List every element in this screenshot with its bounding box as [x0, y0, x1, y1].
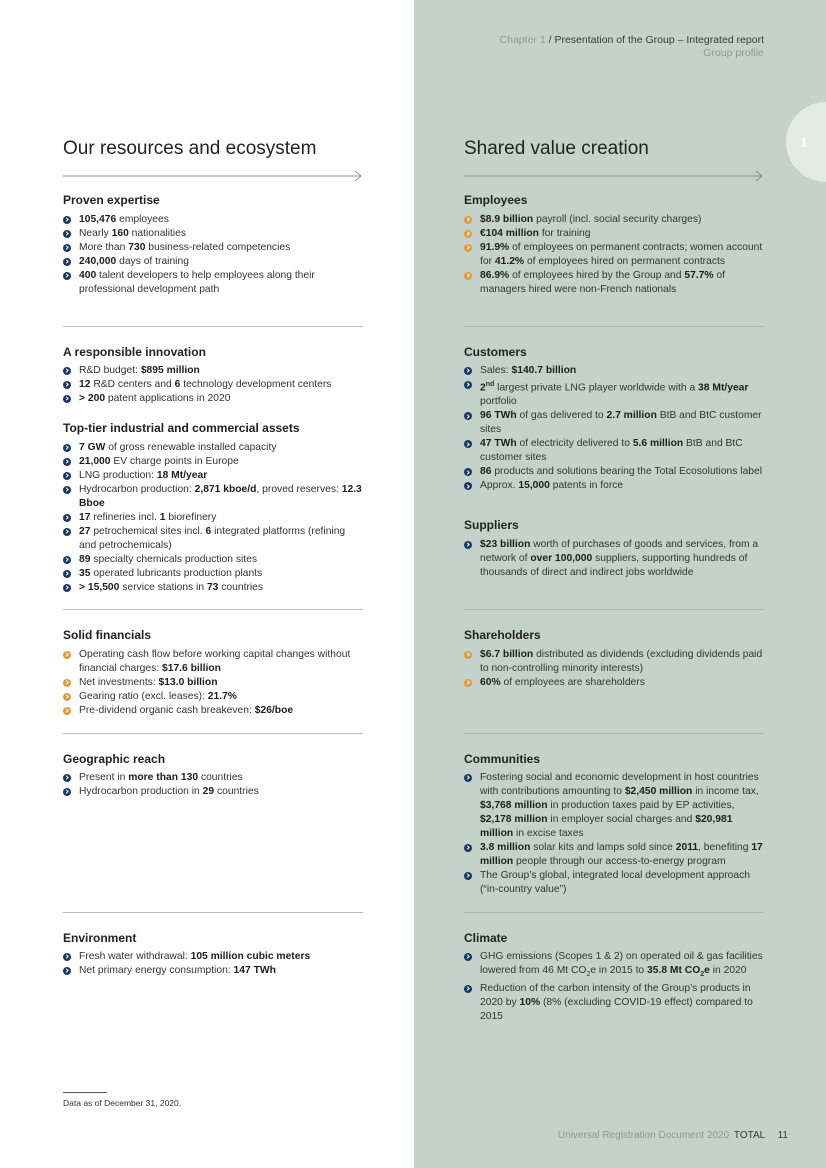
bullet-chevron-icon: [464, 985, 472, 993]
bullet-chevron-icon: [63, 967, 71, 975]
list-item: > 15,500 service stations in 73 countries: [63, 581, 363, 595]
bullet-chevron-icon: [464, 468, 472, 476]
bullet-chevron-icon: [464, 216, 472, 224]
bullet-chevron-icon: [63, 707, 71, 715]
list-item: $23 billion worth of purchases of goods and services, from a network of over 100,000 suppliers, supporting hundreds of thousands of direct and indirect jobs worldwide: [464, 538, 764, 580]
list-item: Approx. 15,000 patents in force: [464, 479, 764, 493]
bullet-chevron-icon: [464, 679, 472, 687]
list-item: Nearly 160 nationalities: [63, 227, 363, 241]
bullet-chevron-icon: [63, 679, 71, 687]
geographic-title: Geographic reach: [63, 752, 166, 766]
bullet-chevron-icon: [63, 367, 71, 375]
header-section: Presentation of the Group – Integrated report: [554, 34, 764, 46]
list-item: 2nd largest private LNG player worldwide with a 38 Mt/year portfolio: [464, 378, 764, 409]
list-item: 91.9% of employees on permanent contracts; women account for 41.2% of employees hired on permanent contracts: [464, 241, 764, 269]
employees-title: Employees: [464, 193, 528, 207]
bullet-chevron-icon: [63, 381, 71, 389]
divider: [63, 912, 363, 913]
divider: [464, 609, 764, 610]
list-item: 17 refineries incl. 1 biorefinery: [63, 511, 363, 525]
financials-title: Solid financials: [63, 628, 152, 642]
list-item: Net investments: $13.0 billion: [63, 676, 363, 690]
footnote-rule: [63, 1092, 107, 1093]
divider: [63, 609, 363, 610]
list-item: More than 730 business-related competencies: [63, 241, 363, 255]
list-item: 240,000 days of training: [63, 255, 363, 269]
list-item: Hydrocarbon production in 29 countries: [63, 785, 363, 799]
bullet-chevron-icon: [464, 230, 472, 238]
environment-title: Environment: [63, 931, 137, 945]
bullet-chevron-icon: [63, 230, 71, 238]
bullet-chevron-icon: [464, 412, 472, 420]
page-number: 11: [777, 1130, 788, 1141]
divider: [63, 733, 363, 734]
bullet-chevron-icon: [63, 472, 71, 480]
bullet-chevron-icon: [63, 514, 71, 522]
suppliers-list: [464, 538, 764, 580]
bullet-chevron-icon: [464, 367, 472, 375]
environment-list: [63, 950, 363, 978]
arrow-rule: [63, 170, 363, 182]
bullet-chevron-icon: [63, 272, 71, 280]
bullet-chevron-icon: [63, 395, 71, 403]
list-item: Present in more than 130 countries: [63, 771, 363, 785]
customers-title: Customers: [464, 345, 527, 359]
bullet-chevron-icon: [464, 244, 472, 252]
list-item: Pre-dividend organic cash breakeven: $26/boe: [63, 704, 363, 718]
suppliers-title: Suppliers: [464, 518, 519, 532]
innovation-list: [63, 364, 363, 406]
list-item: 21,000 EV charge points in Europe: [63, 455, 363, 469]
resources-column: [63, 0, 363, 1168]
bullet-chevron-icon: [63, 556, 71, 564]
list-item: Fostering social and economic development in host countries with contributions amounting to $2,450 million in income tax, $3,768 million in production taxes paid by EP activities, $2,178 million in employer social charges and $20,981 million in excise taxes: [464, 771, 764, 841]
bullet-chevron-icon: [63, 774, 71, 782]
list-item: 27 petrochemical sites incl. 6 integrated platforms (refining and petrochemicals): [63, 525, 363, 553]
bullet-chevron-icon: [63, 693, 71, 701]
list-item: $6.7 billion distributed as dividends (excluding dividends paid to non-controlling minority interests): [464, 648, 764, 676]
shared-value-title: Shared value creation: [464, 138, 649, 159]
proven-expertise-list: [63, 213, 363, 297]
bullet-chevron-icon: [63, 458, 71, 466]
list-item: 86.9% of employees hired by the Group and 57.7% of managers hired were non-French nationals: [464, 269, 764, 297]
climate-title: Climate: [464, 931, 508, 945]
list-item: LNG production: 18 Mt/year: [63, 469, 363, 483]
list-item: 86 products and solutions bearing the Total Ecosolutions label: [464, 465, 764, 479]
list-item: Fresh water withdrawal: 105 million cubic meters: [63, 950, 363, 964]
bullet-chevron-icon: [464, 482, 472, 490]
list-item: $8.9 billion payroll (incl. social security charges): [464, 213, 764, 227]
bullet-chevron-icon: [63, 953, 71, 961]
financials-list: [63, 648, 363, 718]
bullet-chevron-icon: [464, 872, 472, 880]
list-item: Operating cash flow before working capital changes without financial charges: $17.6 billion: [63, 648, 363, 676]
innovation-title: A responsible innovation: [63, 345, 206, 359]
divider: [464, 326, 764, 327]
list-item: Gearing ratio (excl. leases): 21.7%: [63, 690, 363, 704]
list-item: Hydrocarbon production: 2,871 kboe/d, proved reserves: 12.3 Bboe: [63, 483, 363, 511]
bullet-chevron-icon: [63, 444, 71, 452]
header-chapter: Chapter 1: [499, 34, 546, 46]
bullet-chevron-icon: [63, 244, 71, 252]
bullet-chevron-icon: [63, 570, 71, 578]
communities-title: Communities: [464, 752, 541, 766]
bullet-chevron-icon: [63, 788, 71, 796]
assets-list: [63, 441, 363, 595]
shareholders-list: [464, 648, 764, 690]
list-item: €104 million for training: [464, 227, 764, 241]
climate-list: [464, 950, 764, 1024]
footer-brand: TOTAL: [733, 1130, 765, 1141]
bullet-chevron-icon: [464, 844, 472, 852]
bullet-chevron-icon: [63, 528, 71, 536]
bullet-chevron-icon: [464, 953, 472, 961]
arrow-rule: [464, 170, 764, 182]
header-subsection: Group profile: [703, 47, 764, 59]
list-item: GHG emissions (Scopes 1 & 2) on operated oil & gas facilities lowered from 46 Mt $CO_2e$ in 2015 to 35.8 Mt $CO_2e$ in 2020: [464, 950, 764, 982]
list-item: Sales: $140.7 billion: [464, 364, 764, 378]
list-item: 60% of employees are shareholders: [464, 676, 764, 690]
list-item: 12 R&D centers and 6 technology development centers: [63, 378, 363, 392]
list-item: The Group’s global, integrated local development approach (“in-country value”): [464, 869, 764, 897]
footer-document: Universal Registration Document 2020: [557, 1130, 730, 1141]
list-item: R&D budget: $895 million: [63, 364, 363, 378]
bullet-chevron-icon: [464, 272, 472, 280]
bullet-chevron-icon: [464, 440, 472, 448]
list-item: 3.8 million solar kits and lamps sold since 2011, benefiting 17 million people through our access-to-energy program: [464, 841, 764, 869]
divider: [63, 326, 363, 327]
list-item: > 200 patent applications in 2020: [63, 392, 363, 406]
bullet-chevron-icon: [63, 651, 71, 659]
list-item: 47 TWh of electricity delivered to 5.6 million BtB and BtC customer sites: [464, 437, 764, 465]
list-item: 89 specialty chemicals production sites: [63, 553, 363, 567]
list-item: 400 talent developers to help employees along their professional development path: [63, 269, 363, 297]
bullet-chevron-icon: [464, 651, 472, 659]
shared-value-column: [464, 0, 764, 1168]
bullet-chevron-icon: [63, 584, 71, 592]
bullet-chevron-icon: [464, 381, 472, 389]
list-item: 7 GW of gross renewable installed capacity: [63, 441, 363, 455]
shareholders-title: Shareholders: [464, 628, 541, 642]
assets-title: Top-tier industrial and commercial assets: [63, 421, 300, 435]
divider: [464, 912, 764, 913]
page-footer: [558, 1130, 788, 1141]
customers-list: [464, 364, 764, 493]
chapter-tab-number: 1: [800, 134, 808, 150]
header-separator: /: [545, 34, 555, 46]
footnote: Data as of December 31, 2020.: [63, 1098, 182, 1108]
resources-title: Our resources and ecosystem: [63, 138, 317, 159]
divider: [464, 733, 764, 734]
bullet-chevron-icon: [464, 774, 472, 782]
bullet-chevron-icon: [464, 541, 472, 549]
list-item: 35 operated lubricants production plants: [63, 567, 363, 581]
list-item: 96 TWh of gas delivered to 2.7 million BtB and BtC customer sites: [464, 409, 764, 437]
geographic-list: [63, 771, 363, 799]
proven-expertise-title: Proven expertise: [63, 193, 160, 207]
bullet-chevron-icon: [63, 486, 71, 494]
bullet-chevron-icon: [63, 216, 71, 224]
list-item: Reduction of the carbon intensity of the Group’s products in 2020 by 10% (8% (excluding COVID-19 effect) compared to 2015: [464, 982, 764, 1024]
list-item: 105,476 employees: [63, 213, 363, 227]
employees-list: [464, 213, 764, 297]
communities-list: [464, 771, 764, 897]
bullet-chevron-icon: [63, 258, 71, 266]
list-item: Net primary energy consumption: 147 TWh: [63, 964, 363, 978]
